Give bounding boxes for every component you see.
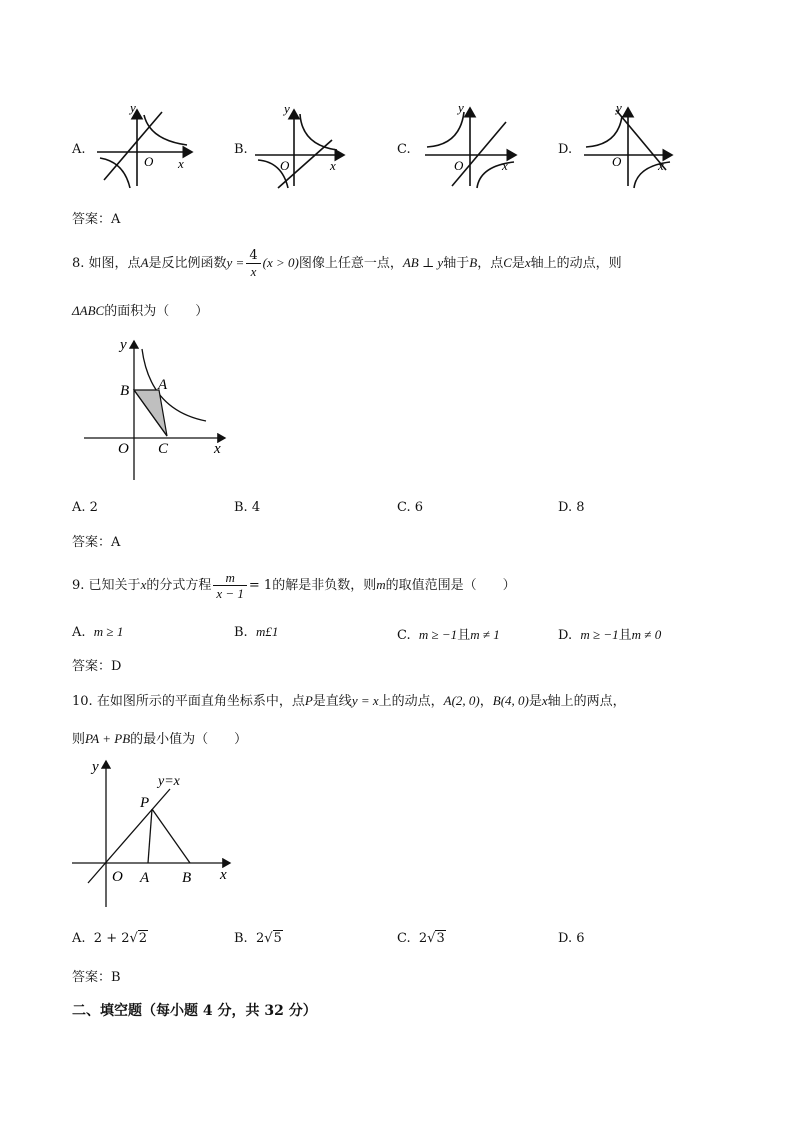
hyperbola-branch — [477, 162, 514, 188]
math: B(4, 0) — [492, 693, 529, 708]
q8-option-d: D. 8 — [558, 500, 585, 515]
q7-graph-c — [422, 100, 532, 190]
text: 是反比例函数 — [148, 256, 227, 271]
line-graph — [104, 112, 162, 180]
sqrt-icon: √ — [427, 931, 436, 946]
q8-stem-line2 — [72, 300, 208, 319]
q7-option-d-label: D. — [558, 142, 573, 157]
math: ΔABC — [72, 303, 105, 318]
hyperbola-branch — [586, 116, 622, 147]
q8-option-c: C. 6 — [397, 500, 424, 515]
text: 的取值范围是（ ） — [385, 578, 516, 593]
q10-answer: 答案：B — [72, 970, 121, 985]
line-label: y=x — [158, 774, 180, 789]
q7-graph-b — [252, 100, 362, 190]
var: x — [541, 693, 548, 708]
math: AB ⊥ y — [402, 255, 444, 270]
var: A — [140, 255, 149, 270]
origin-label: O — [118, 441, 129, 457]
radicand: 2 — [138, 931, 148, 946]
q9-option-d — [558, 624, 661, 643]
hyperbola-branch — [100, 158, 130, 188]
q10-option-a — [72, 931, 148, 946]
text: 的面积为（ ） — [104, 304, 209, 319]
q7-option-c-label: C. — [397, 142, 411, 157]
q10-option-b — [234, 931, 283, 946]
q9-stem — [72, 570, 516, 601]
point-p-label: P — [140, 795, 150, 811]
q8-option-a: A. 2 — [72, 500, 98, 515]
text: 的最小值为（ ） — [130, 732, 248, 747]
var: x — [524, 255, 531, 270]
text: 则 — [72, 732, 86, 747]
fraction — [213, 570, 247, 601]
option-expr: 2 — [255, 931, 265, 946]
text: 如图，点 — [88, 256, 141, 271]
math: = 1 — [248, 578, 273, 593]
q10-stem-line2 — [72, 728, 247, 747]
q7-graph-a — [92, 100, 202, 190]
q7-option-b-label: B. — [234, 142, 248, 157]
option-expr: 2 + 2 — [93, 931, 130, 946]
sqrt-icon: √ — [129, 931, 138, 946]
option-label: B. — [234, 931, 248, 946]
text: ，点 — [477, 256, 504, 271]
segment-pb — [152, 809, 190, 863]
q10-figure — [70, 755, 240, 910]
text: 轴于 — [443, 256, 470, 271]
text: 轴上的动点，则 — [530, 256, 622, 271]
o-label: O — [144, 154, 154, 169]
option-label: B. — [234, 625, 248, 640]
question-number: 10. — [72, 694, 93, 709]
option-label: D. — [558, 931, 573, 946]
option-label: A. — [72, 625, 86, 640]
q10-option-d — [558, 931, 585, 946]
point-a-label: A — [158, 377, 168, 393]
option-join: 且 — [618, 628, 632, 643]
hyperbola-branch — [300, 114, 337, 150]
text: 是 — [511, 256, 525, 271]
text: 图像上任意一点， — [298, 256, 403, 271]
text: ， — [479, 694, 493, 709]
denominator: x − 1 — [216, 586, 244, 601]
x-label: x — [502, 158, 508, 173]
text: 是 — [528, 694, 542, 709]
q7-option-a-label: A. — [72, 142, 86, 157]
option-label: D. — [558, 628, 573, 643]
y-label: y — [92, 759, 99, 775]
hyperbola-branch — [634, 162, 670, 188]
radicand: 3 — [436, 931, 445, 946]
option-expr2: m ≠ 0 — [631, 627, 662, 642]
segment-pa — [148, 809, 152, 863]
q10-stem — [72, 690, 626, 709]
line-y-equals-x — [88, 789, 170, 883]
x-label: x — [178, 156, 184, 171]
q9-option-c — [397, 624, 500, 643]
question-number: 8. — [72, 256, 85, 271]
o-label: O — [280, 158, 290, 173]
option-expr: 6 — [576, 931, 585, 946]
q8-option-b: B. 4 — [234, 500, 261, 515]
fraction — [246, 248, 260, 279]
option-label: C. — [397, 931, 411, 946]
text: 轴上的两点， — [547, 694, 626, 709]
var: x — [140, 577, 147, 592]
q9-option-a — [72, 624, 123, 640]
o-label: O — [612, 154, 622, 169]
text: 是直线 — [312, 694, 352, 709]
o-label: O — [454, 158, 464, 173]
option-label: C. — [397, 628, 411, 643]
option-join: 且 — [457, 628, 471, 643]
option-expr: m£1 — [255, 624, 279, 639]
numerator: m — [213, 570, 247, 586]
question-number: 9. — [72, 578, 85, 593]
math: y = — [226, 255, 245, 270]
text: 在如图所示的平面直角坐标系中，点 — [96, 694, 305, 709]
hyperbola-branch — [427, 112, 464, 147]
q8-stem — [72, 248, 622, 279]
text: 的分式方程 — [146, 578, 212, 593]
point-a-label: A — [140, 870, 150, 886]
text: 的解是非负数，则 — [272, 578, 377, 593]
q9-option-b — [234, 624, 278, 640]
option-expr: m ≥ −1 — [418, 627, 458, 642]
q8-figure — [80, 335, 240, 485]
x-label: x — [220, 867, 227, 883]
math: (x > 0) — [262, 255, 299, 270]
var: P — [304, 693, 313, 708]
math: PA + PB — [85, 731, 131, 746]
x-label: x — [330, 158, 336, 173]
origin-label: O — [112, 869, 123, 885]
math: A(2, 0) — [443, 693, 480, 708]
point-c-label: C — [158, 441, 169, 457]
option-label: A. — [72, 931, 86, 946]
line-graph — [452, 122, 506, 186]
x-label: x — [214, 441, 221, 457]
option-expr: 2 — [418, 931, 428, 946]
y-label: y — [120, 337, 127, 353]
text: 上的动点， — [378, 694, 444, 709]
point-b-label: B — [120, 383, 130, 399]
q8-answer: 答案：A — [72, 535, 121, 550]
sqrt-icon: √ — [264, 931, 273, 946]
y-label: y — [616, 100, 622, 115]
radicand: 5 — [273, 931, 282, 946]
var: m — [376, 577, 386, 592]
option-expr: m ≥ 1 — [93, 624, 124, 639]
hyperbola-branch — [144, 115, 187, 145]
denominator: x — [250, 264, 257, 279]
text: 已知关于 — [88, 578, 141, 593]
option-expr2: m ≠ 1 — [470, 627, 500, 642]
q7-graph-d — [582, 100, 692, 190]
math: y = x — [351, 693, 379, 708]
section-title: 二、填空题（每小题 4 分，共 32 分） — [72, 1003, 317, 1019]
point-b-label: B — [182, 870, 192, 886]
q10-option-c — [397, 931, 446, 946]
y-label: y — [130, 100, 136, 115]
y-label: y — [284, 101, 290, 116]
q7-answer: 答案：A — [72, 212, 121, 227]
var: B — [469, 255, 478, 270]
x-label: x — [658, 158, 664, 173]
numerator: 4 — [246, 248, 260, 264]
q9-answer: 答案：D — [72, 659, 122, 674]
option-expr: m ≥ −1 — [580, 627, 619, 642]
y-label: y — [458, 100, 464, 115]
var: C — [503, 255, 512, 270]
